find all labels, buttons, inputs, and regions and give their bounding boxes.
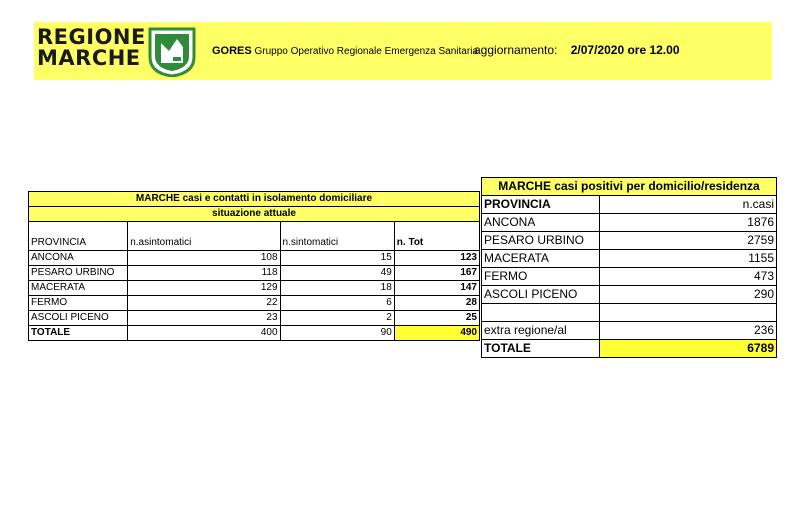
positive-total-row — [482, 340, 777, 358]
province-cell: MACERATA — [29, 281, 128, 296]
table-row — [482, 268, 777, 286]
positive-column-headers — [482, 196, 777, 214]
total-asymptomatic: 400 — [128, 326, 280, 341]
table-row — [29, 266, 480, 281]
isolation-table — [28, 191, 480, 341]
province-cell: ASCOLI PICENO — [482, 286, 600, 304]
isolation-title-row — [29, 192, 480, 207]
logo-line2: MARCHE — [37, 46, 141, 70]
table-row — [29, 281, 480, 296]
positive-table-title: MARCHE casi positivi per domicilio/residenza — [482, 178, 777, 196]
update-info — [474, 43, 680, 57]
cases-cell: 1876 — [599, 214, 776, 232]
table-row — [29, 311, 480, 326]
province-cell: MACERATA — [482, 250, 600, 268]
table-row — [29, 296, 480, 311]
total-cell: 25 — [394, 311, 479, 326]
asymptomatic-cell: 108 — [128, 251, 280, 266]
col-header-asymptomatic: n.asintomatici — [128, 222, 280, 251]
province-cell: PESARO URBINO — [29, 266, 128, 281]
total-cell: 167 — [394, 266, 479, 281]
symptomatic-cell: 15 — [280, 251, 394, 266]
asymptomatic-cell: 118 — [128, 266, 280, 281]
isolation-column-headers — [29, 222, 480, 251]
province-cell: FERMO — [482, 268, 600, 286]
symptomatic-cell: 6 — [280, 296, 394, 311]
cases-cell: 473 — [599, 268, 776, 286]
empty-cell — [599, 304, 776, 322]
shield-icon — [147, 27, 197, 77]
total-label: TOTALE — [482, 340, 600, 358]
extra-region-label: extra regione/al — [482, 322, 600, 340]
extra-region-row — [482, 322, 777, 340]
total-cell: 28 — [394, 296, 479, 311]
province-cell: FERMO — [29, 296, 128, 311]
symptomatic-cell: 49 — [280, 266, 394, 281]
logo-text — [37, 27, 146, 69]
province-cell: ANCONA — [482, 214, 600, 232]
positive-title-row — [482, 178, 777, 196]
table-row — [482, 214, 777, 232]
positive-cases-table — [481, 177, 777, 358]
logo-line1: REGIONE — [37, 25, 146, 49]
empty-cell — [482, 304, 600, 322]
regione-marche-logo — [37, 27, 202, 77]
col-header-province: PROVINCIA — [29, 222, 128, 251]
symptomatic-cell: 18 — [280, 281, 394, 296]
header-banner — [34, 22, 772, 80]
table-row — [482, 232, 777, 250]
table-row — [482, 286, 777, 304]
update-label: aggiornamento: — [474, 43, 558, 57]
total-cell: 147 — [394, 281, 479, 296]
province-cell: ASCOLI PICENO — [29, 311, 128, 326]
grand-total: 490 — [394, 326, 479, 341]
symptomatic-cell: 2 — [280, 311, 394, 326]
isolation-table-subtitle: situazione attuale — [29, 207, 480, 222]
asymptomatic-cell: 129 — [128, 281, 280, 296]
cases-cell: 2759 — [599, 232, 776, 250]
col-header-cases: n.casi — [599, 196, 776, 214]
cases-cell: 290 — [599, 286, 776, 304]
col-header-total: n. Tot — [394, 222, 479, 251]
province-cell: PESARO URBINO — [482, 232, 600, 250]
asymptomatic-cell: 23 — [128, 311, 280, 326]
table-row — [29, 251, 480, 266]
gores-caption — [212, 45, 478, 57]
gores-description: Gruppo Operativo Regionale Emergenza Sanitaria — [254, 46, 478, 57]
col-header-symptomatic: n.sintomatici — [280, 222, 394, 251]
update-value: 2/07/2020 ore 12.00 — [570, 43, 680, 57]
total-cell: 123 — [394, 251, 479, 266]
gores-label: GORES — [212, 45, 252, 57]
isolation-total-row — [29, 326, 480, 341]
asymptomatic-cell: 22 — [128, 296, 280, 311]
grand-total: 6789 — [599, 340, 776, 358]
extra-region-cases: 236 — [599, 322, 776, 340]
col-header-province: PROVINCIA — [482, 196, 600, 214]
table-row — [482, 250, 777, 268]
isolation-table-title: MARCHE casi e contatti in isolamento domiciliare — [29, 192, 480, 207]
province-cell: ANCONA — [29, 251, 128, 266]
total-label: TOTALE — [29, 326, 128, 341]
empty-row — [482, 304, 777, 322]
cases-cell: 1155 — [599, 250, 776, 268]
isolation-subtitle-row — [29, 207, 480, 222]
total-symptomatic: 90 — [280, 326, 394, 341]
